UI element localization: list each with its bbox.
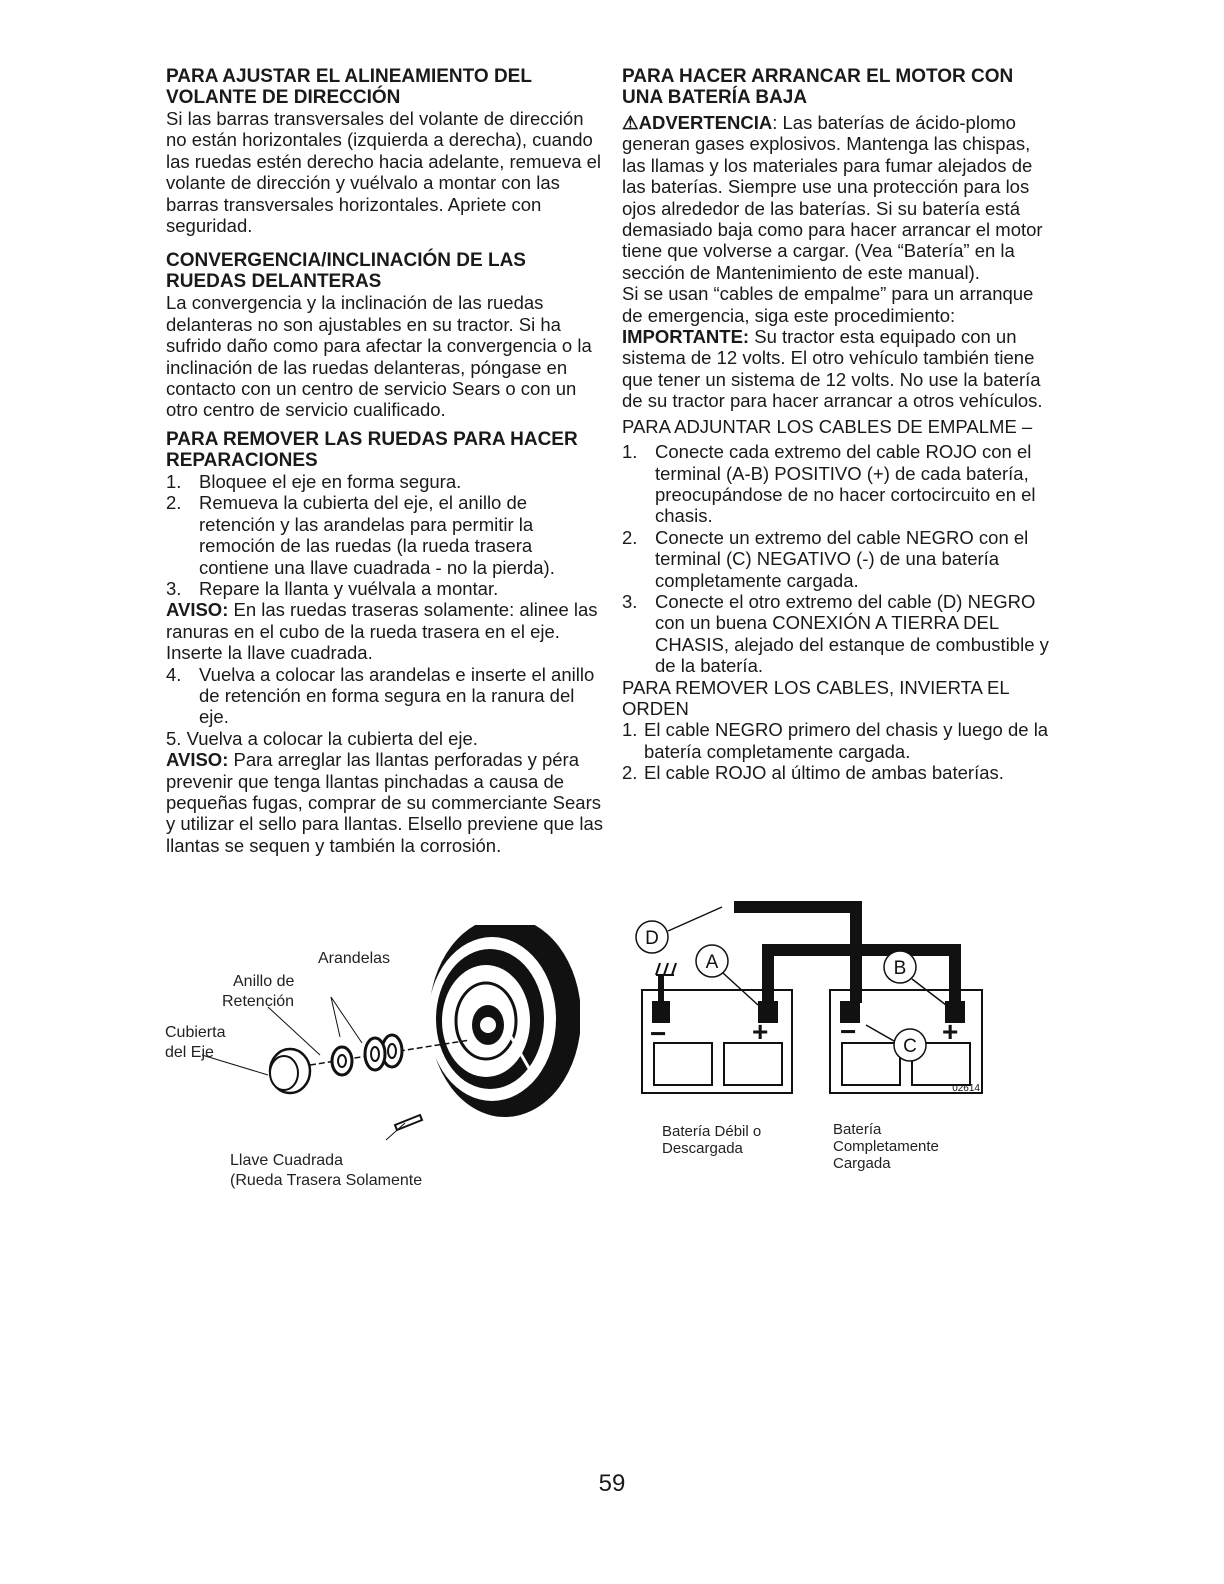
wheel-assembly-diagram [150,925,580,1195]
list-item: 2. Conecte un extremo del cable NEGRO con el terminal (C) NEGATIVO (-) de una batería completamente cargada. [622,526,1029,591]
remove-wheels-steps [166,471,606,599]
heading-remove-wheels: PARA REMOVER LAS RUEDAS PARA HACER REPARACIONES [166,428,578,471]
paragraph-steering-alignment: Si las barras transversales del volante de dirección no están horizontales (izquierda a derecha), cuando las ruedas estén derecho hacia adelante, remueva el volante de dirección y vuélvalo a montar con las barras transversales horizontales. Apriete con seguridad. [166,108,602,237]
caption-weak-battery-1: Batería Débil o [662,1123,762,1140]
right-column [622,66,1052,784]
figure-code: 02614 [952,1083,980,1094]
label-square-key-1: Llave Cuadrada [230,1152,343,1169]
label-washers: Arandelas [318,950,391,967]
svg-text:D: D [645,928,659,949]
list-item: 1. Bloquee el eje en forma segura. [166,470,462,492]
page-number: 59 [598,1470,626,1497]
label-square-key-2: (Rueda Trasera Solamente [230,1172,423,1189]
svg-text:A: A [705,952,719,973]
remove-wheels-steps-continued [166,664,606,728]
important-paragraph: IMPORTANTE: Su tractor esta equipado con un sistema de 12 volts. El otro vehículo también tiene que tener un sistema de 12 volts. No use la batería de su tractor para hacer arrancar a otros vehículos. [622,326,1043,412]
retaining-ring [332,1047,352,1075]
axle-cap [270,1049,310,1093]
caption-weak-battery-2: Descargada [662,1140,743,1157]
minus-sign-charged: − [840,1016,857,1047]
warning-paragraph: ⚠ADVERTENCIA: Las baterías de ácido-plomo generan gases explosivos. Mantenga las chispas, las llamas y los materiales para fumar alejados de las baterías. Siempre use una protección para los ojos alrededor de las baterías. Si su batería está demasiado baja como para hacer arrancar el motor tiene que volverse a cargar. (Vea “Batería” en la sección de Mantenimiento de este manual). [622,112,1043,283]
caption-charged-battery-2: Completamente [833,1138,939,1155]
heading-attach-cables: PARA ADJUNTAR LOS CABLES DE EMPALME – [622,415,1033,437]
svg-text:B: B [893,958,907,979]
heading-jump-start: PARA HACER ARRANCAR EL MOTOR CON UNA BATERÍA BAJA [622,66,1014,108]
heading-steering-alignment: PARA AJUSTAR EL ALINEAMIENTO DEL VOLANTE DE DIRECCIÓN [166,66,532,108]
list-item: 3. Conecte el otro extremo del cable (D) NEGRO con un buena CONEXIÓN A TIERRA DEL CHASIS, alejado del estanque de combustible y de la batería. [622,590,1049,677]
attach-cables-steps [622,441,1052,676]
step-five: 5. Vuelva a colocar la cubierta del eje. [166,727,478,749]
list-item: 4. Vuelva a colocar las arandelas e inserte el anillo de retención en forma segura en la ranura del eje. [166,663,595,728]
plus-sign-charged: + [942,1016,959,1047]
heading-remove-cables: PARA REMOVER LOS CABLES, INVIERTA EL ORDEN [622,676,1009,719]
label-axle-cap-1: Cubierta [165,1024,226,1041]
minus-sign-weak: − [650,1018,667,1049]
list-item: 2. Remueva la cubierta del eje, el anillo de retención y las arandelas para permitir la remoción de las ruedas (la rueda trasera contiene una llave cuadrada - no la pierda). [166,492,555,578]
svg-text:C: C [903,1036,917,1057]
paragraph-jumper-cables: Si se usan “cables de empalme” para un arranque de emergencia, siga este procedimiento: [622,283,1034,326]
list-item: 1. El cable NEGRO primero del chasis y luego de la batería completamente cargada. [622,719,1049,762]
battery-jump-diagram [630,895,990,1185]
list-item: 2. El cable ROJO al último de ambas baterías. [622,762,1004,784]
label-axle-cap-2: del Eje [165,1044,214,1061]
list-item: 1. Conecte cada extremo del cable ROJO con el terminal (A-B) POSITIVO (+) de cada batería, preocupándose de no hacer cortocircuito en el chasis. [622,441,1036,527]
tire-illustration [428,925,580,1117]
remove-cables-steps [622,719,1052,783]
notice-tire-sealant: AVISO: Para arreglar las llantas perforadas y péra prevenir que tenga llantas pinchadas a causa de pequeñas fugas, comprar de su commerciante Sears y utilizar el sello para llantas. Elsello previene que las llantas se sequen y también la corrosión. [166,749,604,856]
left-column [166,66,606,856]
label-retaining-ring-1: Anillo de [233,973,295,990]
plus-sign-weak: + [752,1016,769,1047]
caption-charged-battery-3: Cargada [833,1155,891,1172]
warning-icon: ⚠ [622,112,639,133]
list-item: 3. Repare la llanta y vuélvala a montar. [166,577,499,599]
notice-rear-wheels: AVISO: En las ruedas traseras solamente: alinee las ranuras en el cubo de la rueda trasera en el eje. Inserte la llave cuadrada. [166,599,598,664]
washers [365,1035,402,1070]
paragraph-convergence: La convergencia y la inclinación de las ruedas delanteras no son ajustables en su tractor. Si ha sufrido daño como para afectar la convergencia o la inclinación de las ruedas delanteras, póngase en contacto con un centro de servicio Sears o con un otro centro de servicio cualificado. [166,292,592,421]
label-retaining-ring-2: Retención [222,993,295,1010]
caption-charged-battery-1: Batería [833,1121,882,1138]
heading-convergence: CONVERGENCIA/INCLINACIÓN DE LAS RUEDAS DELANTERAS [166,250,526,293]
